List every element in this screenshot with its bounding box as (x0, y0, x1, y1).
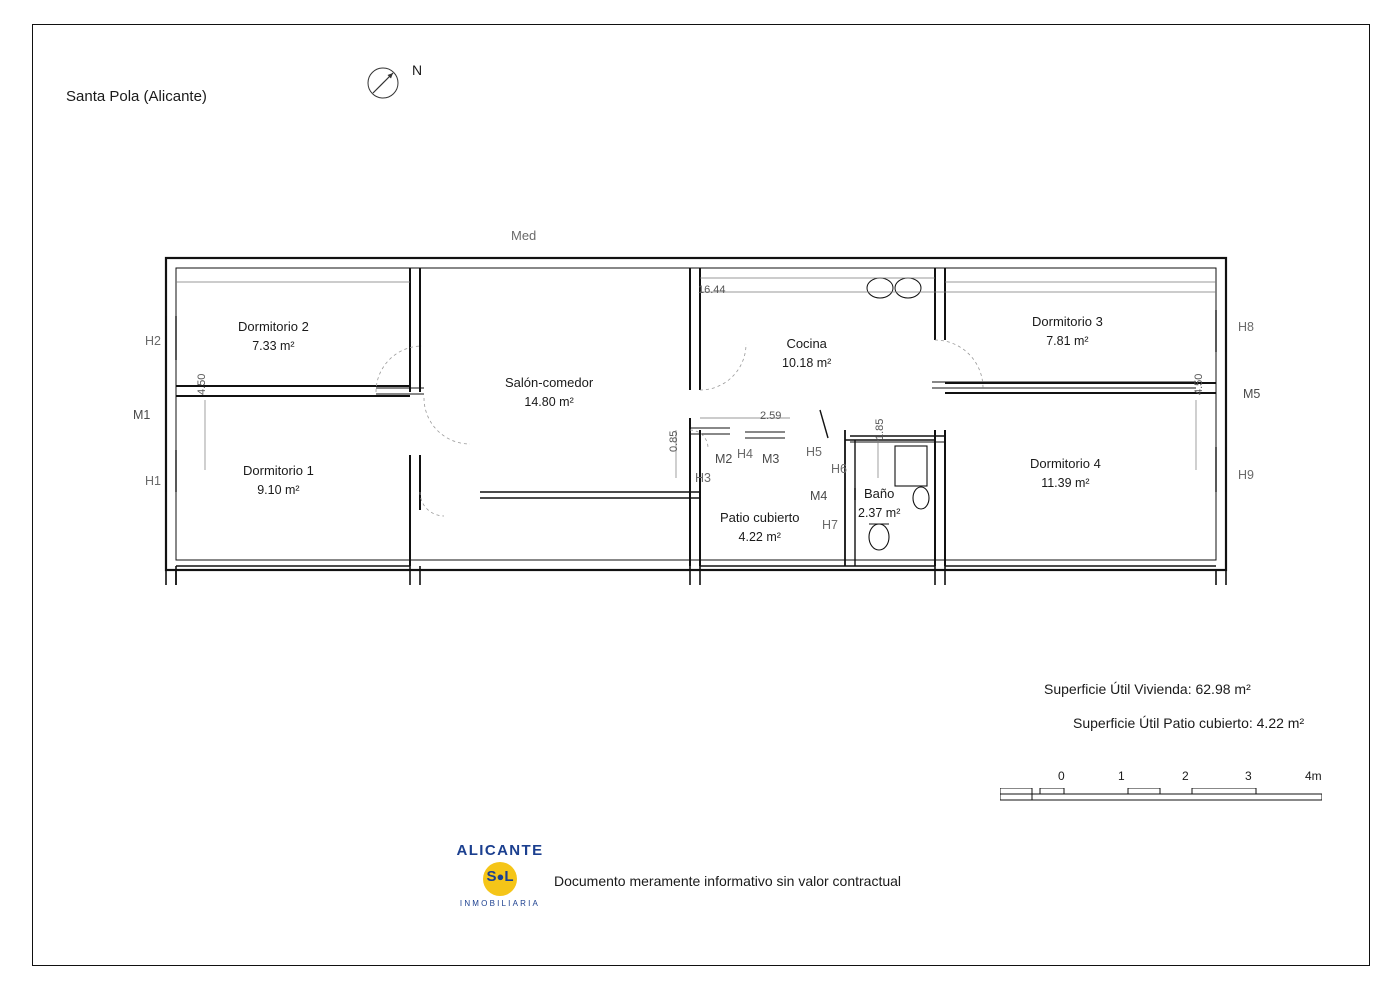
room-dormitorio-4 (1030, 455, 1101, 493)
room-name: Patio cubierto (720, 510, 800, 525)
compass-icon (366, 66, 400, 100)
room-dormitorio-2 (238, 318, 309, 356)
dim-top-width: 16.44 (698, 284, 726, 296)
room-area: 7.81 m² (1046, 333, 1089, 348)
dim-mid-v1: 0.85 (668, 430, 680, 452)
room-area: 2.37 m² (858, 505, 901, 520)
room-name: Salón-comedor (505, 375, 594, 390)
room-bano (858, 485, 900, 523)
code-h2: H2 (145, 334, 161, 348)
logo-sol-text: S●L (486, 868, 514, 885)
room-area: 9.10 m² (257, 482, 300, 497)
room-cocina (782, 335, 831, 373)
room-patio-cubierto (720, 509, 800, 547)
med-label: Med (511, 228, 537, 243)
room-area: 10.18 m² (782, 355, 832, 370)
dim-right-height: 4.50 (1193, 373, 1205, 395)
north-label: N (412, 62, 423, 78)
code-m1: M1 (133, 408, 151, 422)
code-h3: H3 (695, 471, 711, 485)
summary-patio: Superficie Útil Patio cubierto: 4.22 m² (1073, 715, 1305, 731)
code-m4: M4 (810, 489, 828, 503)
room-dormitorio-3 (1032, 313, 1103, 351)
summary-vivienda: Superficie Útil Vivienda: 62.98 m² (1044, 681, 1251, 697)
code-h4: H4 (737, 447, 753, 461)
code-m5: M5 (1243, 387, 1261, 401)
code-h6: H6 (831, 462, 847, 476)
code-h5: H5 (806, 445, 822, 459)
room-area: 4.22 m² (738, 529, 781, 544)
company-logo (452, 842, 548, 924)
room-dormitorio-1 (243, 462, 314, 500)
room-name: Dormitorio 2 (238, 319, 309, 334)
room-name: Dormitorio 4 (1030, 456, 1101, 471)
code-h1: H1 (145, 474, 161, 488)
code-h8: H8 (1238, 320, 1254, 334)
room-area: 11.39 m² (1041, 475, 1090, 490)
location-label: Santa Pola (Alicante) (66, 88, 207, 105)
sheet-border (32, 24, 1370, 966)
code-h7: H7 (822, 518, 838, 532)
code-h9: H9 (1238, 468, 1254, 482)
code-m2: M2 (715, 452, 733, 466)
dim-left-height: 4.50 (196, 373, 208, 395)
sun-icon (483, 862, 517, 896)
room-name: Dormitorio 1 (243, 463, 314, 478)
scale-tick-2: 2 (1182, 769, 1189, 783)
room-area: 14.80 m² (524, 394, 574, 409)
dim-mid-v2: 1.85 (874, 418, 886, 440)
room-name: Cocina (786, 336, 827, 351)
dim-mid-h1: 2.59 (760, 410, 782, 422)
logo-brand-bottom: INMOBILIARIA (459, 899, 541, 908)
room-name: Dormitorio 3 (1032, 314, 1103, 329)
room-name: Baño (864, 486, 895, 501)
disclaimer-text: Documento meramente informativo sin valor contractual (554, 873, 902, 889)
scale-tick-4: 4m (1305, 769, 1322, 783)
logo-brand-top: ALICANTE (456, 842, 544, 859)
room-area: 7.33 m² (252, 338, 295, 353)
scale-tick-labels (1000, 769, 1330, 783)
code-m3: M3 (762, 452, 780, 466)
scale-tick-1: 1 (1118, 769, 1125, 783)
scale-tick-3: 3 (1245, 769, 1252, 783)
scale-tick-0: 0 (1058, 769, 1065, 783)
room-salon-comedor (505, 374, 593, 412)
scale-bar (1000, 788, 1322, 804)
